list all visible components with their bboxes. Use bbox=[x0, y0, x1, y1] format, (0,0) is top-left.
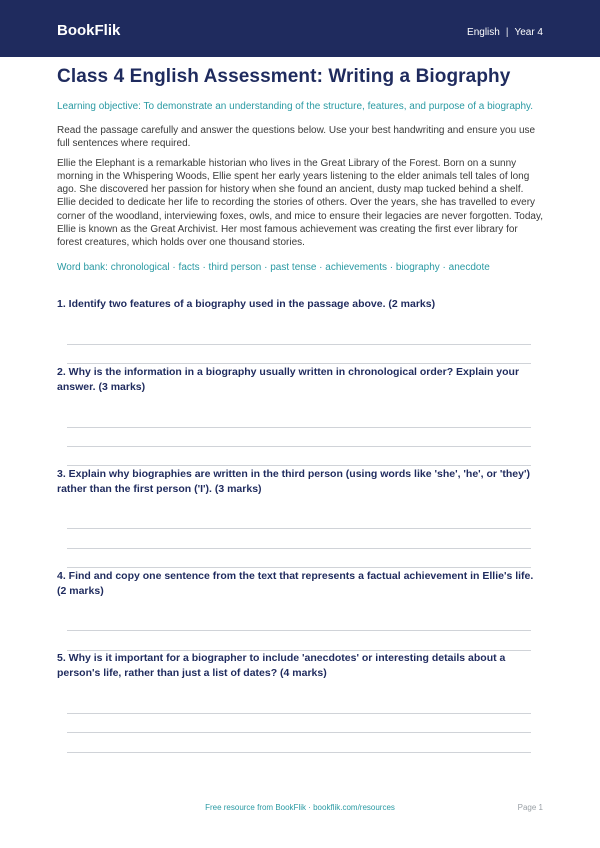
question-4 bbox=[57, 569, 543, 598]
footer-credit-link[interactable]: Free resource from BookFlik · bookflik.com/resources bbox=[205, 803, 395, 812]
learning-objective: Learning objective: To demonstrate an understanding of the structure, features, and purpose of a biography. bbox=[57, 101, 534, 112]
question-text: 1. Identify two features of a biography used in the passage above. (2 marks) bbox=[57, 298, 436, 310]
answer-line[interactable] bbox=[67, 363, 531, 364]
answer-line[interactable] bbox=[67, 630, 531, 631]
answer-line[interactable] bbox=[67, 465, 531, 466]
question-text: 2. Why is the information in a biography usually written in chronological order? Explain your answer. (3 marks) bbox=[57, 366, 520, 393]
worksheet-intro bbox=[57, 64, 543, 274]
word-bank: Word bank: chronological · facts · third person · past tense · achievements · biography · anecdote bbox=[57, 261, 490, 273]
question-1 bbox=[57, 297, 543, 312]
breadcrumb-separator: | bbox=[505, 27, 509, 38]
answer-line[interactable] bbox=[67, 427, 531, 428]
year-label: Year 4 bbox=[514, 27, 543, 38]
answer-line[interactable] bbox=[67, 548, 531, 549]
instructions: Read the passage carefully and answer the questions below. Use your best handwriting and ensure you use full sentences where required. bbox=[57, 125, 536, 150]
question-5 bbox=[57, 651, 543, 680]
question-text: 5. Why is it important for a biographer to include 'anecdotes' or interesting details about a person's life, rather than just a list of dates? (4 marks) bbox=[57, 652, 506, 679]
answer-line[interactable] bbox=[67, 567, 531, 568]
question-text: 3. Explain why biographies are written in the third person (using words like 'she', 'he', or 'they') rather than the first person ('I'). (3 marks) bbox=[57, 468, 530, 495]
answer-line[interactable] bbox=[67, 752, 531, 753]
page-number: Page 1 bbox=[517, 803, 543, 812]
answer-line[interactable] bbox=[67, 732, 531, 733]
answer-line[interactable] bbox=[67, 446, 531, 447]
answer-line[interactable] bbox=[67, 344, 531, 345]
header-bar bbox=[0, 0, 600, 57]
answer-line[interactable] bbox=[67, 713, 531, 714]
answer-line[interactable] bbox=[67, 528, 531, 529]
question-text: 4. Find and copy one sentence from the text that represents a factual achievement in Ellie's life. (2 marks) bbox=[57, 570, 534, 597]
page-title: Class 4 English Assessment: Writing a Biography bbox=[57, 66, 511, 87]
subject-label: English bbox=[467, 27, 500, 38]
brand-logo[interactable]: BookFlik bbox=[57, 22, 121, 39]
breadcrumb bbox=[467, 26, 543, 40]
reading-passage: Ellie the Elephant is a remarkable historian who lives in the Great Library of the Forest. Born on a sunny morning in the Whispering Woods, Ellie spent her early years listening to the elder animals tell tales of long ago. She discovered her passion for history when she found an ancient, dusty map tucked behind a shelf. Ellie decided to dedicate her life to recording the stories of others. Over the years, she has travelled to every corner of the woodland, interviewing foxes, owls, and mice to ensure their legacies are never forgotten. Today, Ellie is known as the Great Archivist. Her most famous achievement was creating the first ever library for forest creatures, which holds over one thousand stories. bbox=[57, 157, 544, 249]
question-3 bbox=[57, 467, 543, 496]
question-2 bbox=[57, 365, 543, 394]
